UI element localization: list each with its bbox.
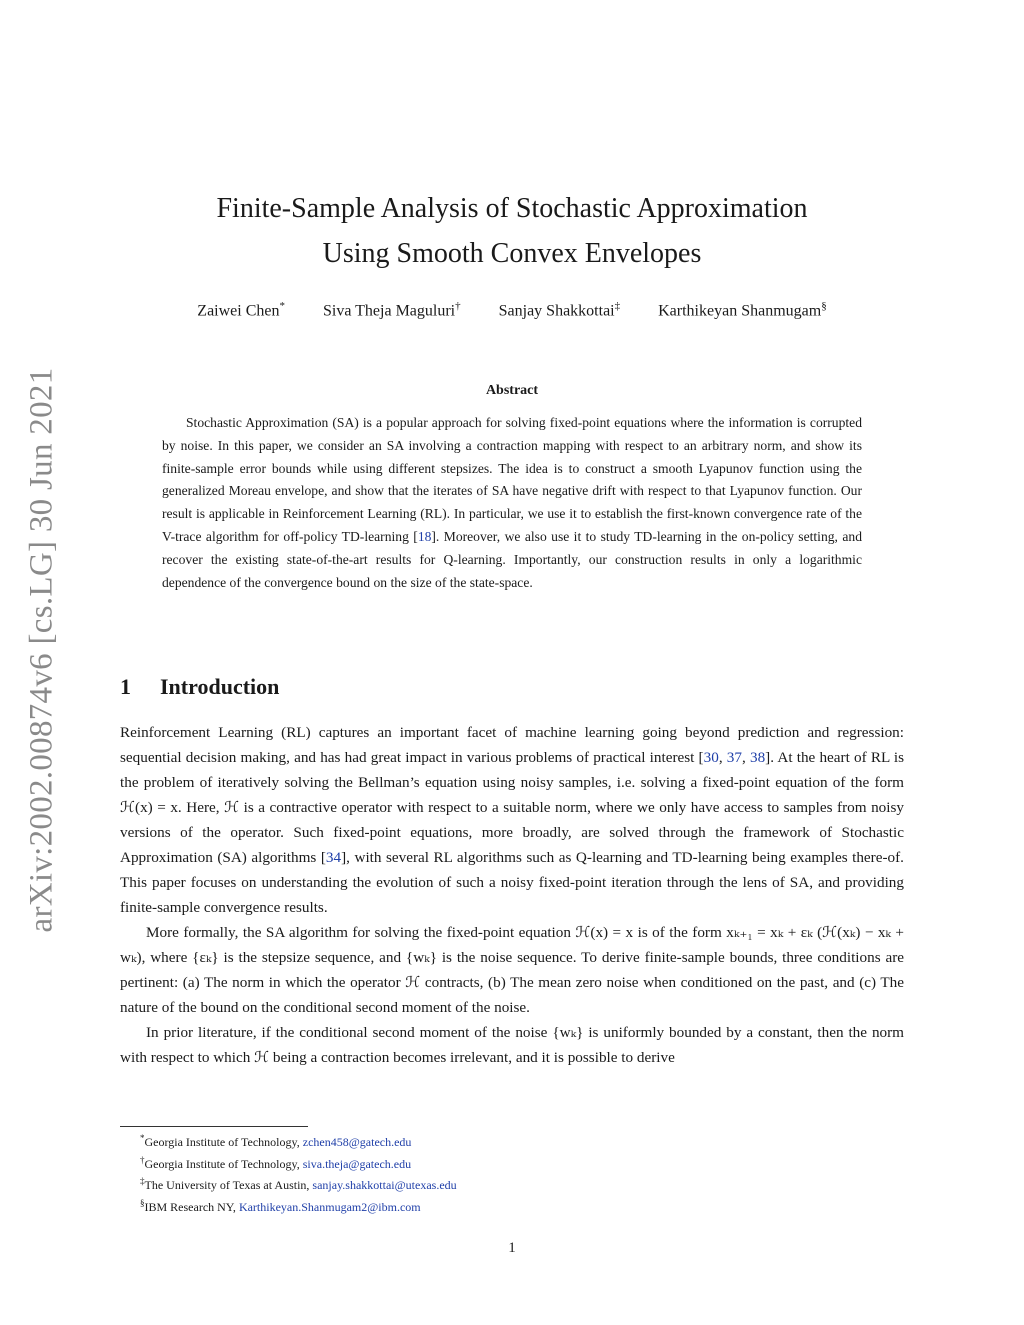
citation-link[interactable]: 37 [726,749,742,766]
paragraph-text: ], with several RL algorithms such as Q-learning and TD-learning being examples there-of. This paper focuses on understanding the evolution of such a noisy fixed-point iteration through the lens of SA, and providing finite-sample convergence results. [120,849,904,916]
email-link[interactable]: Karthikeyan.Shanmugam2@ibm.com [238,1199,421,1214]
affiliation-mark: § [821,300,827,312]
arxiv-identifier: arXiv:2002.00874v6 [cs.LG] 30 Jun 2021 [23,367,60,933]
citation-link[interactable]: 18 [417,528,432,544]
abstract-text: ]. Moreover, we also use it to study TD-learning in the on-policy setting, and recover the existing state-of-the-art results for Q-learning. Importantly, our construction results in only a logarithmic dependence of the convergence bound on the size of the state-space. [162,528,862,590]
footnote [140,1173,457,1195]
footnote [140,1195,457,1217]
footnote [140,1130,457,1152]
footnote-text: IBM Research NY, [144,1199,239,1214]
author [499,300,620,320]
paragraph-text: Reinforcement Learning (RL) captures an important facet of machine learning going beyond prediction and regression: sequential decision making, and has had great impact in various problems of practical interest [ [120,724,904,766]
affiliation-mark: * [279,300,285,312]
abstract-paragraph [162,412,862,594]
footnote-text: The University of Texas at Austin, [144,1178,313,1192]
affiliation-mark: ‡ [614,300,621,312]
paper-title [120,186,904,276]
footnote-mark: § [140,1197,145,1208]
author-list [120,300,904,320]
paragraph-text: , [741,749,750,766]
section-heading [120,674,279,700]
footnote-mark: † [140,1154,145,1165]
paragraph: More formally, the SA algorithm for solving the fixed-point equation ℋ(x) = x is of the form xₖ₊₁ = xₖ + εₖ (ℋ(xₖ) − xₖ + wₖ), where {εₖ} is the stepsize sequence, and {wₖ} is the noise sequence. To derive finite-sample bounds, three conditions are pertinent: (a) The norm in which the operator ℋ contracts, (b) The mean zero noise when conditioned on the past, and (c) The nature of the bound on the conditional second moment of the noise. [120,924,904,1016]
author-name: Sanjay Shakkottai [498,302,615,320]
abstract-heading: Abstract [485,383,539,398]
footnote-divider [120,1126,308,1127]
footnote-text: Georgia Institute of Technology, [144,1156,303,1171]
body-text [120,720,904,1070]
author [197,300,285,320]
title-line-1: Finite-Sample Analysis of Stochastic Approximation [216,193,808,224]
paragraph-text: , [718,749,727,766]
email-link[interactable]: sanjay.shakkottai@utexas.edu [312,1178,457,1192]
author-name: Zaiwei Chen [197,302,280,320]
author [658,300,827,320]
page-number: 1 [508,1240,516,1256]
abstract-text: Stochastic Approximation (SA) is a popular approach for solving fixed-point equations where the information is corrupted by noise. In this paper, we consider an SA involving a contraction mapping with respect to an arbitrary norm, and show its finite-sample error bounds while using different stepsizes. The idea is to construct a smooth Lyapunov function using the generalized Moreau envelope, and show that the iterates of SA have negative drift with respect to that Lyapunov function. Our result is applicable in Reinforcement Learning (RL). In particular, we use it to establish the first-known convergence rate of the V-trace algorithm for off-policy TD-learning [ [162,415,862,544]
footnote-mark: * [140,1133,145,1143]
paragraph-text: ]. At the heart of RL is the problem of iteratively solving the Bellman’s equation using noisy samples, i.e. solving a fixed-point equation of the form ℋ(x) = x. Here, ℋ is a contractive operator with respect to a suitable norm, where we only have access to samples from noisy versions of the operator. Such fixed-point equations, more broadly, are solved through the framework of Stochastic Approximation (SA) algorithms [ [120,749,904,866]
citation-link[interactable]: 38 [749,749,766,766]
citation-link[interactable]: 34 [325,849,342,866]
abstract-body [162,412,862,594]
citation-link[interactable]: 30 [703,749,719,766]
email-link[interactable]: zchen458@gatech.edu [302,1135,412,1149]
affiliation-mark: † [455,300,461,312]
paragraph [120,720,904,920]
author-name: Siva Theja Maguluri [323,302,456,320]
footnote-mark: ‡ [140,1176,145,1186]
author-name: Karthikeyan Shanmugam [658,302,822,320]
footnote-text: Georgia Institute of Technology, [144,1135,303,1149]
footnote [140,1152,457,1174]
email-link[interactable]: siva.theja@gatech.edu [302,1156,412,1171]
section-title: Introduction [160,674,280,699]
footnotes [140,1130,457,1216]
paragraph: In prior literature, if the conditional second moment of the noise {wₖ} is uniformly bounded by a constant, then the norm with respect to which ℋ being a contraction becomes irrelevant, and it is possible to derive [120,1024,904,1066]
title-line-2: Using Smooth Convex Envelopes [322,238,702,269]
author [323,300,461,320]
section-number: 1 [120,674,131,699]
